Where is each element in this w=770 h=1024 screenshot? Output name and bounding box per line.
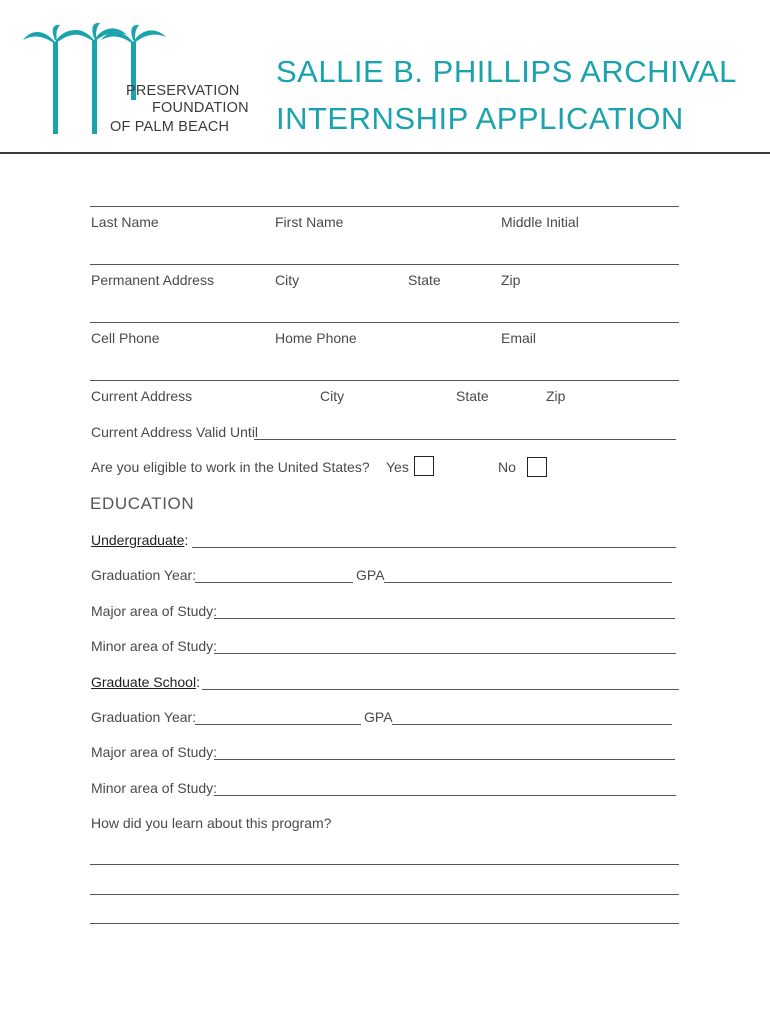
graduate-school-label: Graduate School: <box>91 674 200 690</box>
permanent-city-label: City <box>275 272 300 288</box>
logo-line-2: FOUNDATION <box>152 100 249 116</box>
graduate-school-text: Graduate School <box>91 674 197 690</box>
permanent-address-label: Permanent Address <box>91 272 214 288</box>
learn-answer-line-2[interactable] <box>90 894 679 895</box>
education-heading: EDUCATION <box>90 494 195 513</box>
grad-minor-label: Minor area of Study: <box>91 780 218 796</box>
learn-about-program-label: How did you learn about this program? <box>91 815 332 831</box>
header-divider <box>0 152 770 154</box>
current-address-input-line[interactable] <box>90 380 679 381</box>
learn-answer-line-3[interactable] <box>90 923 679 924</box>
undergrad-minor-field[interactable] <box>214 653 676 654</box>
undergrad-graduation-year-field[interactable] <box>195 582 353 583</box>
undergrad-gpa-field[interactable] <box>384 582 672 583</box>
undergrad-minor-label: Minor area of Study: <box>91 638 218 654</box>
grad-graduation-year-field[interactable] <box>195 724 361 725</box>
cell-phone-label: Cell Phone <box>91 330 160 346</box>
undergrad-graduation-year-label: Graduation Year: <box>91 567 197 583</box>
current-city-label: City <box>320 388 345 404</box>
undergraduate-field[interactable] <box>192 547 676 548</box>
grad-gpa-field[interactable] <box>392 724 672 725</box>
first-name-label: First Name <box>275 214 344 230</box>
undergrad-major-label: Major area of Study: <box>91 603 218 619</box>
current-address-label: Current Address <box>91 388 193 404</box>
grad-major-label: Major area of Study: <box>91 744 218 760</box>
logo-line-3: OF PALM BEACH <box>110 119 230 135</box>
email-label: Email <box>501 330 537 346</box>
undergrad-gpa-label: GPA <box>356 567 385 583</box>
grad-graduation-year-label: Graduation Year: <box>91 709 197 725</box>
phone-email-input-line[interactable] <box>90 322 679 323</box>
eligible-no-label: No <box>498 459 516 475</box>
permanent-state-label: State <box>408 272 441 288</box>
learn-answer-line-1[interactable] <box>90 864 679 865</box>
eligible-yes-checkbox[interactable] <box>414 456 434 476</box>
undergrad-major-field[interactable] <box>214 618 675 619</box>
grad-gpa-label: GPA <box>364 709 393 725</box>
grad-minor-field[interactable] <box>214 795 676 796</box>
grad-major-field[interactable] <box>214 759 675 760</box>
logo-line-1: PRESERVATION <box>126 83 240 99</box>
current-state-label: State <box>456 388 489 404</box>
address-valid-until-label: Current Address Valid Until <box>91 424 259 440</box>
middle-initial-label: Middle Initial <box>501 214 579 230</box>
last-name-label: Last Name <box>91 214 159 230</box>
graduate-school-field[interactable] <box>202 689 679 690</box>
home-phone-label: Home Phone <box>275 330 357 346</box>
undergraduate-label: Undergraduate: <box>91 532 189 548</box>
address-valid-until-field[interactable] <box>254 439 676 440</box>
eligible-no-checkbox[interactable] <box>527 457 547 477</box>
undergraduate-text: Undergraduate <box>91 532 185 548</box>
name-input-line[interactable] <box>90 206 679 207</box>
work-eligibility-question: Are you eligible to work in the United States? <box>91 459 370 475</box>
permanent-zip-label: Zip <box>501 272 521 288</box>
page-title-line-2: INTERNSHIP APPLICATION <box>276 101 684 136</box>
current-zip-label: Zip <box>546 388 566 404</box>
permanent-address-input-line[interactable] <box>90 264 679 265</box>
eligible-yes-label: Yes <box>386 459 409 475</box>
page-title-line-1: SALLIE B. PHILLIPS ARCHIVAL <box>276 54 737 89</box>
